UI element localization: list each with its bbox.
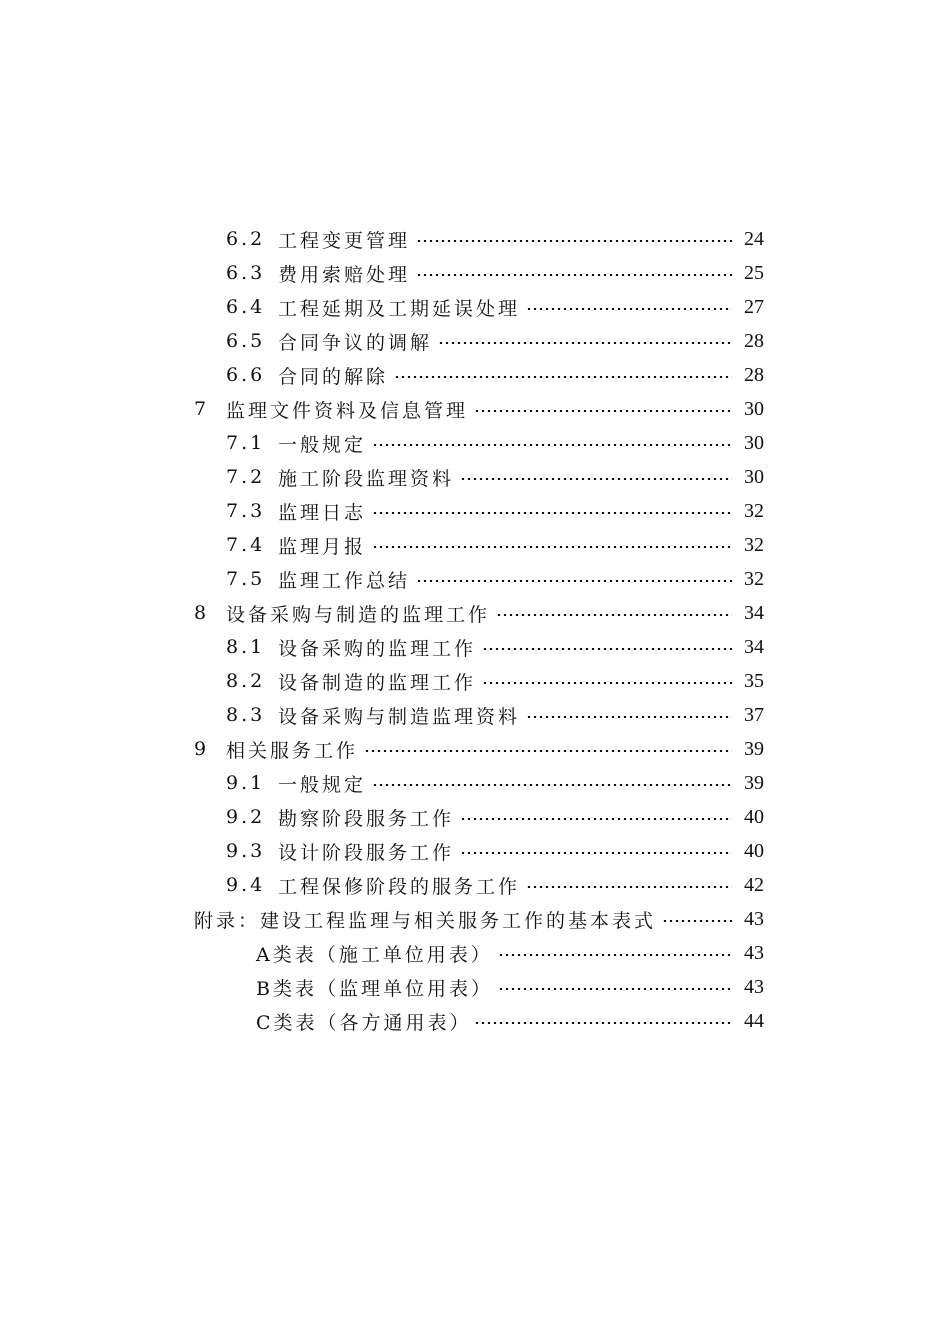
toc-title: C类表（各方通用表） [256, 1011, 472, 1034]
toc-page: 43 [744, 975, 764, 998]
toc-entry-appendix-b [256, 970, 764, 1004]
toc-number: 8 [194, 602, 210, 624]
toc-entry-9-4 [226, 868, 764, 902]
toc-title: 监理日志 [278, 501, 367, 524]
toc-entry-8-3 [226, 698, 764, 732]
toc-entry-8 [194, 596, 764, 630]
toc-page: 43 [744, 907, 764, 930]
dot-leader [496, 614, 732, 616]
toc-page: 34 [744, 601, 764, 624]
toc-number: 9.4 [226, 874, 266, 896]
dot-leader [482, 648, 732, 650]
toc-number: 6.2 [226, 228, 266, 250]
toc-page: 35 [744, 669, 764, 692]
toc-number: 7.4 [226, 534, 266, 556]
toc-number: 9.3 [226, 840, 266, 862]
toc-entry-7-1 [226, 426, 764, 460]
dot-leader [372, 546, 732, 548]
dot-leader [498, 988, 732, 990]
toc-entry-7-2 [226, 460, 764, 494]
toc-title: 一般规定 [278, 433, 367, 456]
toc-entry-6-4 [226, 290, 764, 324]
dot-leader [394, 376, 732, 378]
toc-title: 监理工作总结 [278, 569, 411, 592]
toc-number: 6.5 [226, 330, 266, 352]
toc-number: 9 [194, 738, 210, 760]
toc-number: 8.3 [226, 704, 266, 726]
dot-leader [526, 886, 732, 888]
dot-leader [364, 750, 732, 752]
toc-page: 44 [744, 1009, 764, 1032]
toc-title: 工程延期及工期延误处理 [278, 297, 521, 320]
toc-number: 7.1 [226, 432, 266, 454]
toc-number: 6.3 [226, 262, 266, 284]
toc-page: 40 [744, 839, 764, 862]
toc-entry-6-5 [226, 324, 764, 358]
toc-entry-9-3 [226, 834, 764, 868]
toc-title: B类表（监理单位用表） [256, 977, 493, 1000]
toc-page: 39 [744, 771, 764, 794]
dot-leader [372, 784, 732, 786]
toc-number: 8.2 [226, 670, 266, 692]
toc-page: 40 [744, 805, 764, 828]
toc-title: 设计阶段服务工作 [278, 841, 455, 864]
toc-title: 工程保修阶段的服务工作 [278, 875, 521, 898]
toc-page: 43 [744, 941, 764, 964]
toc-entry-7-4 [226, 528, 764, 562]
toc-entry-appendix-a [256, 936, 764, 970]
dot-leader [460, 852, 732, 854]
dot-leader [460, 818, 732, 820]
toc-page: 32 [744, 567, 764, 590]
toc-entry-7-5 [226, 562, 764, 596]
toc-entry-6-2 [226, 222, 764, 256]
toc-page: 30 [744, 431, 764, 454]
toc-number: 6.4 [226, 296, 266, 318]
toc-title: 监理文件资料及信息管理 [226, 399, 469, 422]
toc-title: 合同争议的调解 [278, 331, 433, 354]
toc-title: 勘察阶段服务工作 [278, 807, 455, 830]
toc-title: 相关服务工作 [226, 739, 359, 762]
toc-title: 设备采购的监理工作 [278, 637, 477, 660]
toc-page: 37 [744, 703, 764, 726]
toc-title: 施工阶段监理资料 [278, 467, 455, 490]
toc-number: 6.6 [226, 364, 266, 386]
dot-leader [416, 274, 732, 276]
toc-number: 7.5 [226, 568, 266, 590]
toc-number: 8.1 [226, 636, 266, 658]
toc-entry-7 [194, 392, 764, 426]
toc-number: 7.3 [226, 500, 266, 522]
toc-entry-appendix [194, 902, 764, 936]
toc-number: 9.1 [226, 772, 266, 794]
toc-page: 25 [744, 261, 764, 284]
dot-leader [474, 1022, 732, 1024]
toc-page: 32 [744, 533, 764, 556]
dot-leader [372, 512, 732, 514]
dot-leader [460, 478, 732, 480]
toc-title: 设备制造的监理工作 [278, 671, 477, 694]
toc-page: 28 [744, 329, 764, 352]
toc-page: 27 [744, 295, 764, 318]
dot-leader [416, 580, 732, 582]
toc-page: 42 [744, 873, 764, 896]
toc-page: 30 [744, 397, 764, 420]
toc-title: 设备采购与制造的监理工作 [226, 603, 491, 626]
toc-title: 合同的解除 [278, 365, 389, 388]
toc-page: 24 [744, 227, 764, 250]
dot-leader [662, 920, 732, 922]
toc-title: 费用索赔处理 [278, 263, 411, 286]
toc-entry-9 [194, 732, 764, 766]
dot-leader [416, 240, 732, 242]
toc-number: 9.2 [226, 806, 266, 828]
toc-title: 监理月报 [278, 535, 367, 558]
toc-entry-appendix-c [256, 1004, 764, 1038]
dot-leader [474, 410, 732, 412]
toc-title: 一般规定 [278, 773, 367, 796]
toc-title: 工程变更管理 [278, 229, 411, 252]
toc-page: 32 [744, 499, 764, 522]
toc-page: 30 [744, 465, 764, 488]
toc-entry-6-3 [226, 256, 764, 290]
dot-leader [498, 954, 732, 956]
toc-title: 设备采购与制造监理资料 [278, 705, 521, 728]
toc-page: 28 [744, 363, 764, 386]
toc-entry-6-6 [226, 358, 764, 392]
dot-leader [526, 716, 732, 718]
dot-leader [482, 682, 732, 684]
toc-entry-7-3 [226, 494, 764, 528]
toc-page: 39 [744, 737, 764, 760]
toc-entry-9-2 [226, 800, 764, 834]
toc-number: 7 [194, 398, 210, 420]
toc-title: 附录：建设工程监理与相关服务工作的基本表式 [194, 909, 657, 932]
dot-leader [438, 342, 732, 344]
dot-leader [526, 308, 732, 310]
toc-entry-8-1 [226, 630, 764, 664]
toc-entry-8-2 [226, 664, 764, 698]
toc-title: A类表（施工单位用表） [256, 943, 493, 966]
toc-number: 7.2 [226, 466, 266, 488]
dot-leader [372, 444, 732, 446]
toc-page: 34 [744, 635, 764, 658]
toc-entry-9-1 [226, 766, 764, 800]
